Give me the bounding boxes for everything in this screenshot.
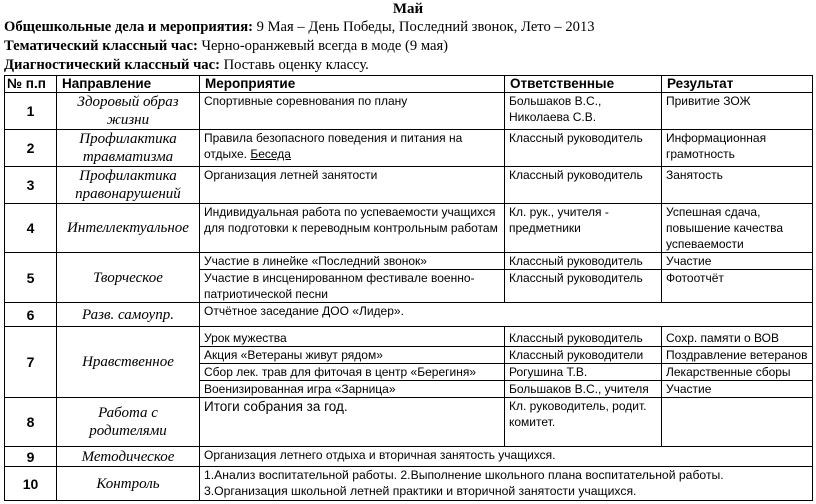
result-cell: Занятость xyxy=(662,167,813,204)
result-cell: Участие xyxy=(662,253,813,270)
school-events-line xyxy=(4,18,812,37)
result-cell xyxy=(662,398,813,447)
event-cell: Индивидуальная работа по успеваемости учащихся для подготовки к переводным контрольным работам xyxy=(200,204,505,253)
table-row xyxy=(5,327,813,347)
result-cell: Информационная грамотность xyxy=(662,130,813,167)
table-row xyxy=(5,253,813,270)
table-row xyxy=(5,93,813,130)
responsible-cell: Кл. рук., учителя - предметники xyxy=(505,204,662,253)
responsible-cell: Большаков В.С., учителя xyxy=(505,381,662,398)
row-number: 6 xyxy=(5,303,57,327)
direction-cell: Работа с родителями xyxy=(57,398,200,447)
table-row xyxy=(5,447,813,467)
row-number: 2 xyxy=(5,130,57,167)
result-cell: Успешная сдача, повышение качества успеваемости xyxy=(662,204,813,253)
event-cell: Военизированная игра «Зарница» xyxy=(200,381,505,398)
row-number: 7 xyxy=(5,327,57,398)
row-number: 5 xyxy=(5,253,57,303)
header-cell-responsible: Ответственные xyxy=(505,76,662,93)
event-text-underlined: Беседа xyxy=(250,147,291,161)
responsible-cell: Классный руководитель xyxy=(505,270,662,303)
event-cell: Акция «Ветераны живут рядом» xyxy=(200,347,505,364)
plan-table xyxy=(4,75,813,501)
responsible-cell: Кл. руководитель, родит. комитет. xyxy=(505,398,662,447)
result-cell: Поздравление ветеранов xyxy=(662,347,813,364)
document xyxy=(4,0,812,501)
event-cell: Участие в инсценированном фестивале военно-патриотической песни xyxy=(200,270,505,303)
table-row xyxy=(5,130,813,167)
responsible-cell: Большаков В.С., Николаева С.В. xyxy=(505,93,662,130)
header-cell-event: Мероприятие xyxy=(200,76,505,93)
direction-cell: Творческое xyxy=(57,253,200,303)
diagnostic-hour-line xyxy=(4,56,812,75)
header-cell-direction: Направление xyxy=(57,76,200,93)
direction-cell: Нравственное xyxy=(57,327,200,398)
row-number: 4 xyxy=(5,204,57,253)
table-row xyxy=(5,204,813,253)
direction-cell: Разв. самоупр. xyxy=(57,303,200,327)
thematic-hour-label: Тематический классный час: xyxy=(4,38,198,54)
result-cell: Привитие ЗОЖ xyxy=(662,93,813,130)
school-events-text: 9 Мая – День Победы, Последний звонок, Лето – 2013 xyxy=(252,19,595,35)
result-cell: Фотоотчёт xyxy=(662,270,813,303)
result-cell: Сохр. памяти о ВОВ xyxy=(662,327,813,347)
row-number: 10 xyxy=(5,467,57,501)
header-cell-result: Результат xyxy=(662,76,813,93)
responsible-cell: Классный руководитель xyxy=(505,130,662,167)
result-cell: Лекарственные сборы xyxy=(662,364,813,381)
event-text: Правила безопасного поведения и питания на отдыхе. xyxy=(204,131,463,161)
event-cell xyxy=(200,130,505,167)
event-cell: Итоги собрания за год. xyxy=(200,398,505,447)
direction-cell: Интеллектуальное xyxy=(57,204,200,253)
direction-cell: Профилактика травматизма xyxy=(57,130,200,167)
row-number: 3 xyxy=(5,167,57,204)
direction-cell: Профилактика правонарушений xyxy=(57,167,200,204)
table-header-row xyxy=(5,76,813,93)
event-cell: Участие в линейке «Последний звонок» xyxy=(200,253,505,270)
event-cell: Сбор лек. трав для фиточая в центр «Берегиня» xyxy=(200,364,505,381)
row-number: 9 xyxy=(5,447,57,467)
table-row xyxy=(5,398,813,447)
responsible-cell: Классный руководитель xyxy=(505,327,662,347)
direction-cell: Методическое xyxy=(57,447,200,467)
row-number: 8 xyxy=(5,398,57,447)
responsible-cell: Классный руководитель xyxy=(505,253,662,270)
month-title: Май xyxy=(392,1,424,17)
event-cell: Организация летнего отдыха и вторичная занятость учащихся. xyxy=(200,447,813,467)
diagnostic-hour-text: Поставь оценку классу. xyxy=(219,57,369,73)
thematic-hour-text: Черно-оранжевый всегда в моде (9 мая) xyxy=(197,38,449,54)
table-row xyxy=(5,167,813,204)
event-cell: Урок мужества xyxy=(200,327,505,347)
row-number: 1 xyxy=(5,93,57,130)
table-row xyxy=(5,303,813,327)
responsible-cell: Классный руководитель xyxy=(505,167,662,204)
event-cell: 1.Анализ воспитательной работы. 2.Выполнение школьного плана воспитательной работы. 3.Организация школьной летней практики и вторичной занятости учащихся. xyxy=(200,467,813,501)
event-cell: Организация летней занятости xyxy=(200,167,505,204)
event-cell: Спортивные соревнования по плану xyxy=(200,93,505,130)
table-row xyxy=(5,467,813,501)
event-cell: Отчётное заседание ДОО «Лидер». xyxy=(200,303,813,327)
school-events-label: Общешкольные дела и мероприятия: xyxy=(4,19,253,35)
header-cell-num: № п.п xyxy=(5,76,57,93)
responsible-cell: Классный руководители xyxy=(505,347,662,364)
direction-cell: Здоровый образ жизни xyxy=(57,93,200,130)
thematic-hour-line xyxy=(4,37,812,56)
diagnostic-hour-label: Диагностический классный час: xyxy=(4,57,220,73)
responsible-cell: Рогушина Т.В. xyxy=(505,364,662,381)
result-cell: Участие xyxy=(662,381,813,398)
direction-cell: Контроль xyxy=(57,467,200,501)
